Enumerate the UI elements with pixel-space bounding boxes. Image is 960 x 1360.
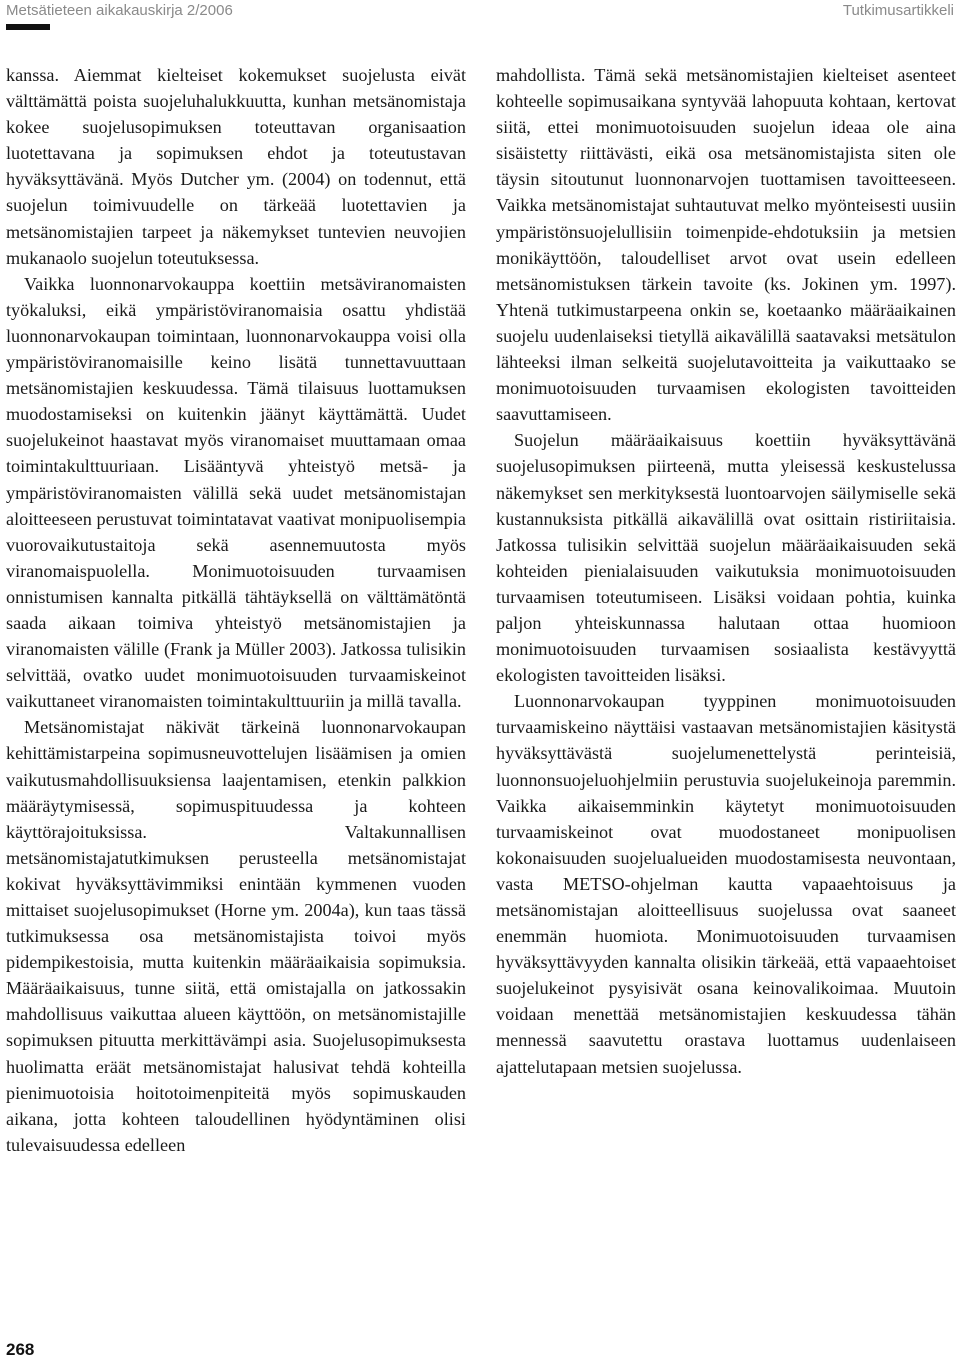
right-column bbox=[496, 62, 956, 1080]
article-type: Tutkimusartikkeli bbox=[842, 2, 954, 19]
page-number: 268 bbox=[6, 1340, 35, 1359]
running-head bbox=[0, 0, 960, 30]
paragraph: Metsänomistajat näkivät tärkeinä luonnonarvokaupan kehittämistarpeina sopimusneuvottelujen lisäämisen ja omien vaikutusmahdollisuuksiensa laajentamisen, etenkin palkkion määräytymisessä, sopimuspituudessa ja kohteen käyttörajoituksissa. Valtakunnallisen metsänomistajatutkimuksen perusteella metsänomistajat kokivat hyväksyttävimmiksi enintään kymmenen vuoden mittaiset suojelusopimukset (Horne ym. 2004a), kun taas tässä tutkimuksessa osa metsänomistajista toivoi myös pidempikestoisia, mutta kuitenkin määräaikaisia sopimuksia. Määräaikaisuus, tunne siitä, että omistajalla on jatkossakin mahdollisuus vaikuttaa alueen käyttöön, on metsänomistajille sopimuksen pituutta merkittävämpi asia. Suojelusopimuksesta huolimatta eräät metsänomistajat halusivat tehdä kohteilla pienimuotoisia hoitotoimenpiteitä myös sopimuskauden aikana, jotta kohteen taloudellinen hyödyntäminen olisi tulevaisuudessa edelleen bbox=[6, 717, 466, 1155]
paragraph: Suojelun määräaikaisuus koettiin hyväksyttävänä suojelusopimuksen piirteenä, mutta yleisessä keskustelussa näkemykset sen merkityksestä luontoarvojen säilymiselle sekä kustannuksista pitkällä aikavälillä ovat osittain ristiriitaisia. Jatkossa tulisikin selvittää suojelun määräaikaisuuden sekä kohteiden pienialaisuuden vaikutuksia monimuotoisuuden turvaamisen toteutumiseen. Lisäksi voidaan pohtia, kuinka paljon yhteiskunnassa halutaan ottaa huomioon monimuotoisuuden turvaamisen sosiaalista kestävyyttä ekologisten tavoitteiden lisäksi. bbox=[496, 430, 956, 686]
paragraph: mahdollista. Tämä sekä metsänomistajien kielteiset asenteet kohteelle sopimusaikana syntyvää lahopuuta kohtaan, kertovat siitä, ettei monimuotoisuuden suojelun ideaa ole aina sisäistetty riittävästi, eikä osa metsänomistajista siten ole täysin sitoutunut luonnonarvojen tuottamisen tavoitteeseen. Vaikka metsänomistajat suhtautuvat melko myönteisesti uusiin ympäristönsuojelullisiin toimenpide-ehdotuksiin ja metsien monikäyttöön, taloudelliset arvot ovat usein edelleen metsänomistuksen tärkein tavoite (ks. Jokinen ym. 1997). Yhtenä tutkimustarpeena onkin se, koetaanko määräaikainen suojelu uudenlaiseksi tietyllä aikavälillä saatavaksi metsätulon lähteeksi ilman selkeitä suojelutavoitteita ja vaikuttaako se monimuotoisuuden turvaamisen ekologisten tavoitteiden saavuttamiseen. bbox=[496, 65, 956, 425]
journal-title: Metsätieteen aikakauskirja 2/2006 bbox=[6, 2, 233, 19]
paragraph: Luonnonarvokaupan tyyppinen monimuotoisuuden turvaamiskeino näyttäisi vastaavan metsänomistajien käsitystä hyväksyttävästä suojelumenettelystä perinteisiä, luonnonsuojeluohjelmiin perustuvia suojelukeinoja paremmin. Vaikka aikaisemminkin käytetyt monimuotoisuuden turvaamiskeinot ovat muodostaneet monipuolisen kokonaisuuden suojelualueiden muodostamisesta neuvontaan, vasta METSO-ohjelman kautta vapaaehtoisuus ja metsänomistajan aloitteellisuus suojelussa ovat saaneet enemmän huomiota. Monimuotoisuuden turvaamisen hyväksyttävyyden kannalta olisikin tärkeää, että vapaaehtoiset suojelukeinot pysyisivät osana keinovalikoimaa. Muutoin voidaan menettää metsänomistajien keskuudessa tähän mennessä saavutettu orastava luottamus uudenlaiseen ajattelutapaan metsien suojelussa. bbox=[496, 691, 956, 1077]
left-column bbox=[6, 62, 466, 1158]
paragraph: kanssa. Aiemmat kielteiset kokemukset suojelusta eivät välttämättä poista suojeluhalukkuutta, kunhan metsänomistaja kokee suojelusopimuksen toteuttavan organisaation luotettavana ja sopimuksen ehdot ja toteutustavan hyväksyttävänä. Myös Dutcher ym. (2004) on todennut, että suojelun toimivuudelle on tärkeää luotettavien ja metsänomistajien tarpeet ja näkemykset tuntevien neuvojien mukanaolo suojelun toteutuksessa. bbox=[6, 65, 466, 268]
header-rule-mark bbox=[6, 24, 50, 30]
paragraph: Vaikka luonnonarvokauppa koettiin metsäviranomaisten työkaluksi, eikä ympäristöviranomaisia osattu yhdistää luonnonarvokaupan toimintaan, luonnonarvokauppa voisi olla ympäristöviranomaisille keino lisätä tunnettavuuttaan metsänomistajien keskuudessa. Tämä tilaisuus luottamuksen muodostamiseksi on kuitenkin jäänyt käyttämättä. Uudet suojelukeinot haastavat myös viranomaiset muuttamaan omaa toimintakulttuuriaan. Lisääntyvä yhteistyö metsä- ja ympäristöviranomaisten välillä sekä uudet metsänomistajan aloitteeseen perustuvat toimintatavat vaativat monipuolisempia vuorovaikutustaitoja sekä asennemuutosta myös viranomaispuolella. Monimuotoisuuden turvaamisen onnistumisen kannalta pitkällä tähtäyksellä on välttämätöntä saada aikaan toimiva yhteistyö metsänomistajien ja viranomaisten välille (Frank ja Müller 2003). Jatkossa tulisikin selvittää, ovatko uudet monimuotoisuuden turvaamiskeinot vaikuttaneet viranomaisten toimintakulttuuriin ja millä tavalla. bbox=[6, 273, 466, 712]
